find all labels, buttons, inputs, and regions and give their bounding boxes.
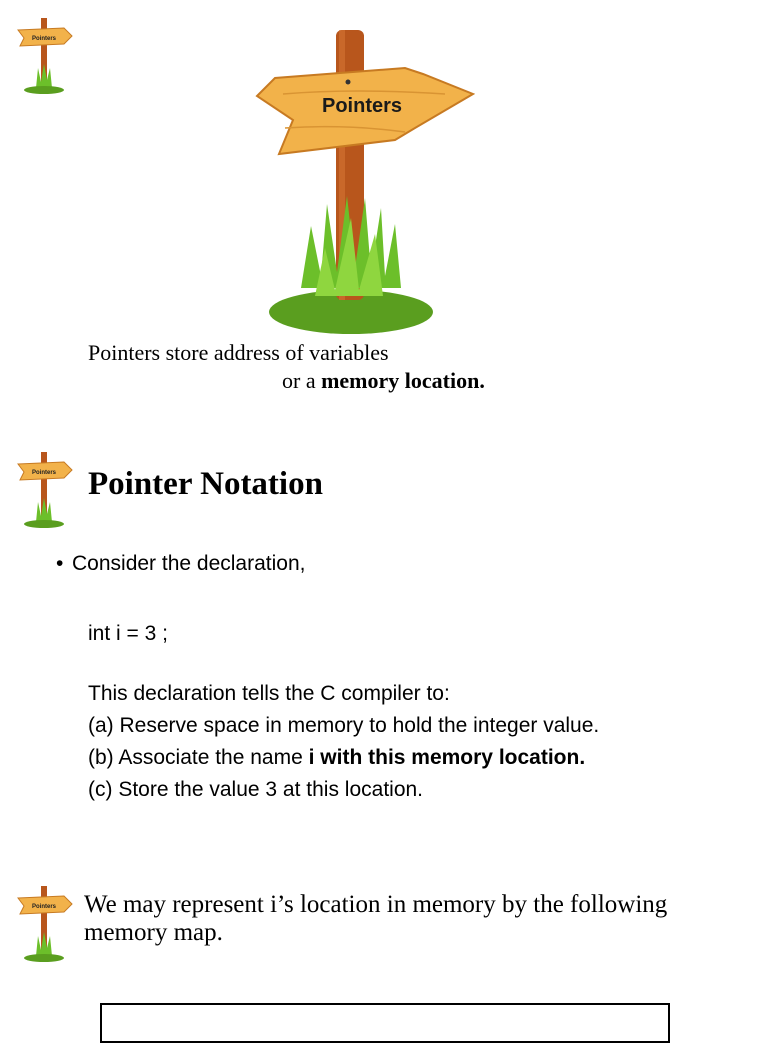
section-title: Pointer Notation [88,466,323,502]
item-b-prefix: (b) Associate the name [88,746,309,769]
bullet-text: Consider the declaration, [72,552,306,575]
intro-line-1: Pointers store address of variables [88,340,389,365]
signpost-icon [14,448,74,528]
explanation-item-c: (c) Store the value 3 at this location. [88,778,424,801]
explanation-item-a: (a) Reserve space in memory to hold the integer value. [88,714,600,737]
bullet-item [56,552,305,576]
signpost-icon [14,14,74,94]
mini-sign-label: Pointers [31,36,57,42]
code-declaration: int i = 3 ; [88,622,168,645]
intro-line-2-bold: memory location. [321,368,485,393]
hero-sign-label: Pointers [321,95,403,117]
memory-map-box [100,1003,670,1043]
mini-sign-label: Pointers [31,904,57,910]
pointers-signpost-illustration [255,28,475,336]
explanation-item-b [88,746,585,770]
intro-line-2 [282,368,485,394]
mini-sign-label: Pointers [31,470,57,476]
signpost-icon [14,882,74,962]
intro-line-2-prefix: or a [282,368,322,393]
bullet-dot: • [56,552,64,575]
item-b-bold: i with this memory location. [308,746,586,769]
explanation-intro: This declaration tells the C compiler to: [88,682,450,705]
memory-map-intro: We may represent i’s location in memory by the following memory map. [84,891,668,946]
